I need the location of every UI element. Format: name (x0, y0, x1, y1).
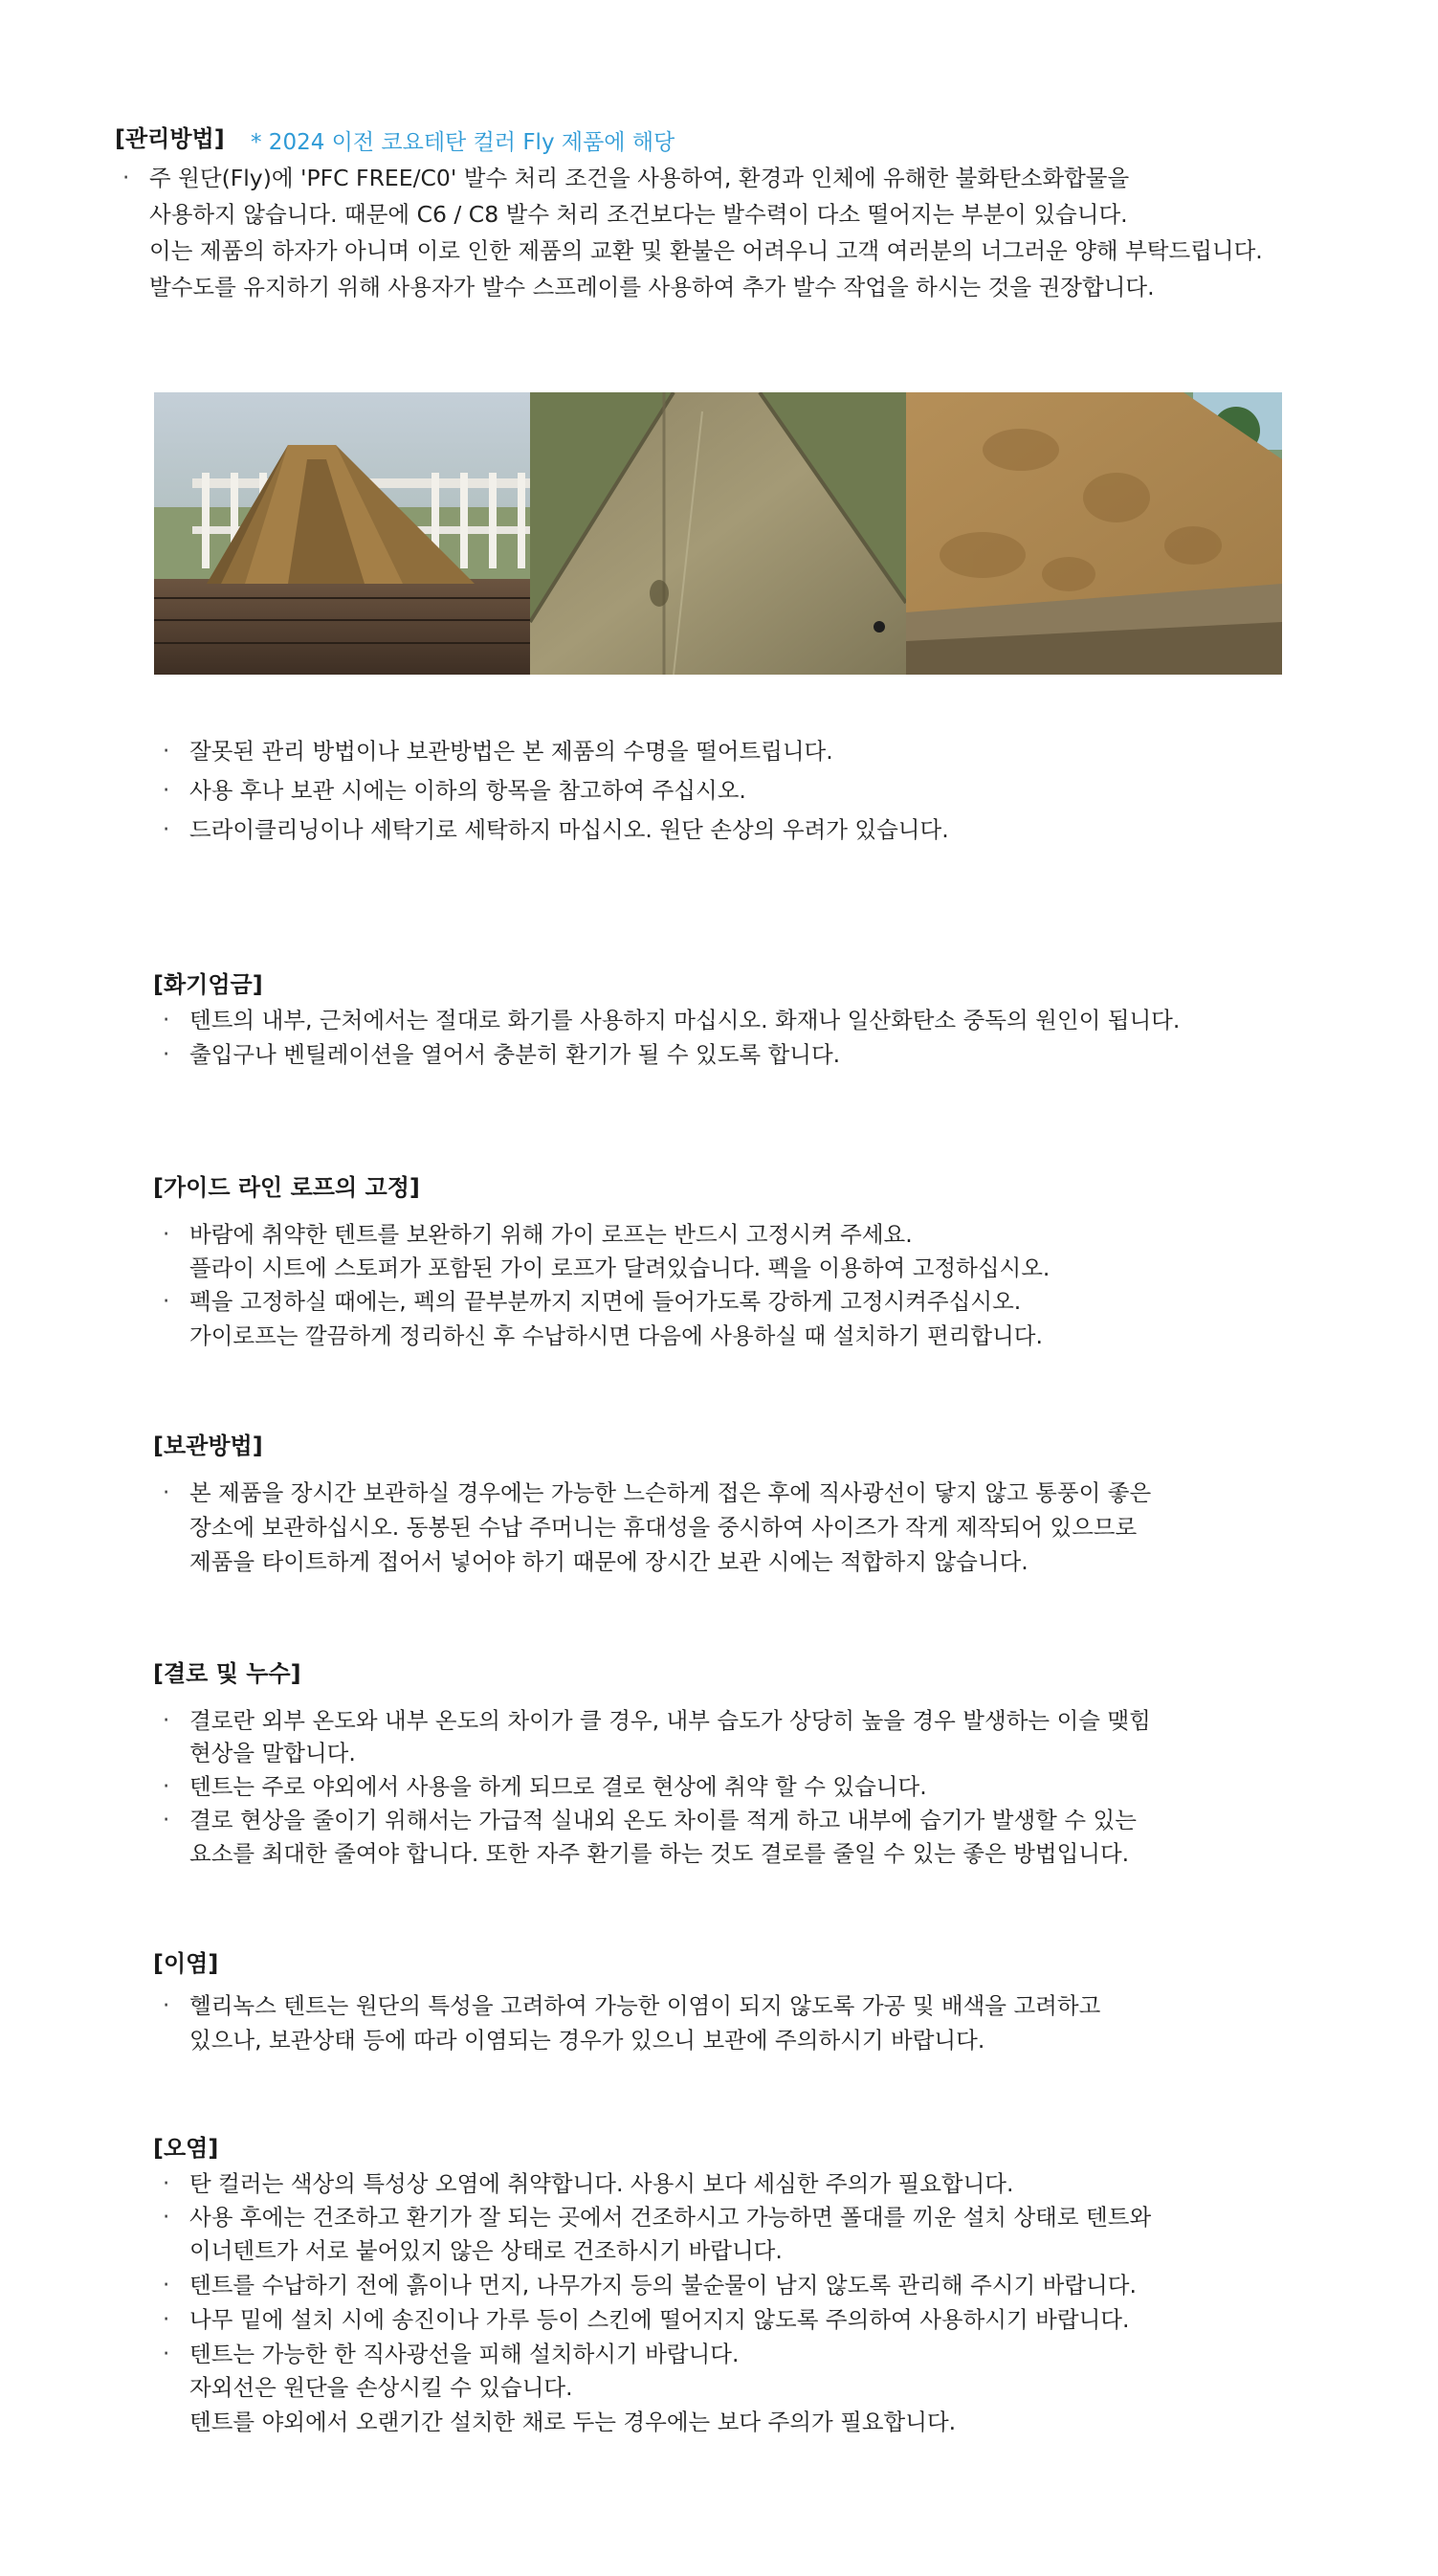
bullet-marker: · (163, 1993, 170, 2018)
bullet-marker: · (163, 1708, 170, 1733)
tent-fabric-closeup (530, 392, 906, 675)
care-line-1: 주 원단(Fly)에 'PFC FREE/C0' 발수 처리 조건을 사용하여, 환경과 인체에 유해한 불화탄소화합물을 (149, 165, 1130, 191)
condensation-line-5: 요소를 최대한 줄여야 합니다. 또한 자주 환기를 하는 것도 결로를 줄일 수 있는 좋은 방법입니다. (189, 1840, 1130, 1867)
stains-line-3: 이너텐트가 서로 붙어있지 않은 상태로 건조하시기 바랍니다. (189, 2237, 783, 2264)
bullet-marker: · (163, 2171, 170, 2196)
storage-line-1: 본 제품을 장시간 보관하실 경우에는 가능한 느슨하게 접은 후에 직사광선이 닿지 않고 통풍이 좋은 (189, 1479, 1152, 1506)
bullet-marker: · (163, 1480, 170, 1505)
bullet-marker: · (163, 1808, 170, 1832)
ventilation-line-1: 텐트의 내부, 근처에서는 절대로 화기를 사용하지 마십시오. 화재나 일산화탄소 중독의 원인이 됩니다. (189, 1007, 1181, 1033)
care-line-2: 사용하지 않습니다. 때문에 C6 / C8 발수 처리 조건보다는 발수력이 다소 떨어지는 부분이 있습니다. (149, 201, 1128, 228)
guyline-line-4: 가이로프는 깔끔하게 정리하신 후 수납하시면 다음에 사용하실 때 설치하기 편리합니다. (189, 1322, 1043, 1349)
bullet-marker: · (163, 2205, 170, 2230)
condensation-heading: [결로 및 누수] (153, 1660, 301, 1687)
stains-line-2: 사용 후에는 건조하고 환기가 잘 되는 곳에서 건조하시고 가능하면 폴대를 끼운 설치 상태로 텐트와 (189, 2204, 1152, 2231)
care-line-3: 이는 제품의 하자가 아니며 이로 인한 제품의 교환 및 환불은 어려우니 고객 여러분의 너그러운 양해 부탁드립니다. (149, 237, 1263, 264)
stains-line-4: 텐트를 수납하기 전에 흙이나 먼지, 나무가지 등의 불순물이 남지 않도록 관리해 주시기 바랍니다. (189, 2272, 1137, 2298)
storage-line-3: 제품을 타이트하게 접어서 넣어야 하기 때문에 장시간 보관 시에는 적합하지 않습니다. (189, 1548, 1029, 1575)
condensation-line-2: 현상을 말합니다. (189, 1740, 356, 1766)
bullet-marker: · (163, 2307, 170, 2332)
condensation-line-4: 결로 현상을 줄이기 위해서는 가급적 실내외 온도 차이를 적게 하고 내부에 습기가 발생할 수 있는 (189, 1807, 1137, 1833)
care-note: * 2024 이전 코요테탄 컬러 Fly 제품에 해당 (251, 130, 675, 155)
tent-photo-outdoor (154, 392, 530, 675)
ventilation-heading: [화기엄금] (153, 971, 263, 998)
care-bullet-1: 잘못된 관리 방법이나 보관방법은 본 제품의 수명을 떨어트립니다. (189, 738, 833, 765)
guyline-line-2: 플라이 시트에 스토퍼가 포함된 가이 로프가 달려있습니다. 펙을 이용하여 고정하십시오. (189, 1255, 1051, 1281)
bullet-marker: · (163, 2342, 170, 2366)
stains-line-7: 자외선은 원단을 손상시킬 수 있습니다. (189, 2374, 573, 2401)
guyline-line-1: 바람에 취약한 텐트를 보완하기 위해 가이 로프는 반드시 고정시켜 주세요. (189, 1221, 913, 1248)
bullet-marker: · (163, 2273, 170, 2298)
discoloration-line-1: 헬리녹스 텐트는 원단의 특성을 고려하여 가능한 이염이 되지 않도록 가공 및 배색을 고려하고 (189, 1992, 1101, 2019)
discoloration-line-2: 있으나, 보관상태 등에 따라 이염되는 경우가 있으니 보관에 주의하시기 바랍니다. (189, 2027, 985, 2054)
care-bullet-3: 드라이클리닝이나 세탁기로 세탁하지 마십시오. 원단 손상의 우려가 있습니다. (189, 816, 949, 843)
bullet-marker: · (163, 817, 170, 842)
stains-heading: [오염] (153, 2135, 219, 2162)
bullet-marker: · (163, 1222, 170, 1247)
storage-line-2: 장소에 보관하십시오. 동봉된 수납 주머니는 휴대성을 중시하여 사이즈가 작게 제작되어 있으므로 (189, 1514, 1138, 1541)
stains-line-6: 텐트는 가능한 한 직사광선을 피해 설치하시기 바랍니다. (189, 2341, 740, 2367)
bullet-marker: · (163, 778, 170, 803)
storage-heading: [보관방법] (153, 1432, 263, 1459)
stains-line-8: 텐트를 야외에서 오랜기간 설치한 채로 두는 경우에는 보다 주의가 필요합니다. (189, 2409, 957, 2435)
care-bullet-2: 사용 후나 보관 시에는 이하의 항목을 참고하여 주십시오. (189, 777, 746, 804)
care-line-4: 발수도를 유지하기 위해 사용자가 발수 스프레이를 사용하여 추가 발수 작업을 하시는 것을 권장합니다. (149, 274, 1155, 300)
bullet-marker: · (163, 739, 170, 764)
bullet-marker: · (122, 166, 130, 190)
condensation-line-3: 텐트는 주로 야외에서 사용을 하게 되므로 결로 현상에 취약 할 수 있습니다. (189, 1773, 927, 1800)
tent-stain-closeup (906, 392, 1282, 675)
discoloration-heading: [이염] (153, 1950, 219, 1977)
stains-line-5: 나무 밑에 설치 시에 송진이나 가루 등이 스킨에 떨어지지 않도록 주의하여 사용하시기 바랍니다. (189, 2306, 1130, 2333)
ventilation-line-2: 출입구나 벤틸레이션을 열어서 충분히 환기가 될 수 있도록 합니다. (189, 1041, 841, 1068)
care-heading: [관리방법] (115, 125, 225, 152)
bullet-marker: · (163, 1042, 170, 1067)
guyline-line-3: 펙을 고정하실 때에는, 펙의 끝부분까지 지면에 들어가도록 강하게 고정시켜주십시오. (189, 1288, 1022, 1315)
bullet-marker: · (163, 1774, 170, 1799)
bullet-marker: · (163, 1008, 170, 1033)
guyline-heading: [가이드 라인 로프의 고정] (153, 1174, 420, 1201)
stains-line-1: 탄 컬러는 색상의 특성상 오염에 취약합니다. 사용시 보다 세심한 주의가 필요합니다. (189, 2170, 1014, 2197)
condensation-line-1: 결로란 외부 온도와 내부 온도의 차이가 클 경우, 내부 습도가 상당히 높을 경우 발생하는 이슬 맺힘 (189, 1707, 1151, 1734)
bullet-marker: · (163, 1289, 170, 1314)
